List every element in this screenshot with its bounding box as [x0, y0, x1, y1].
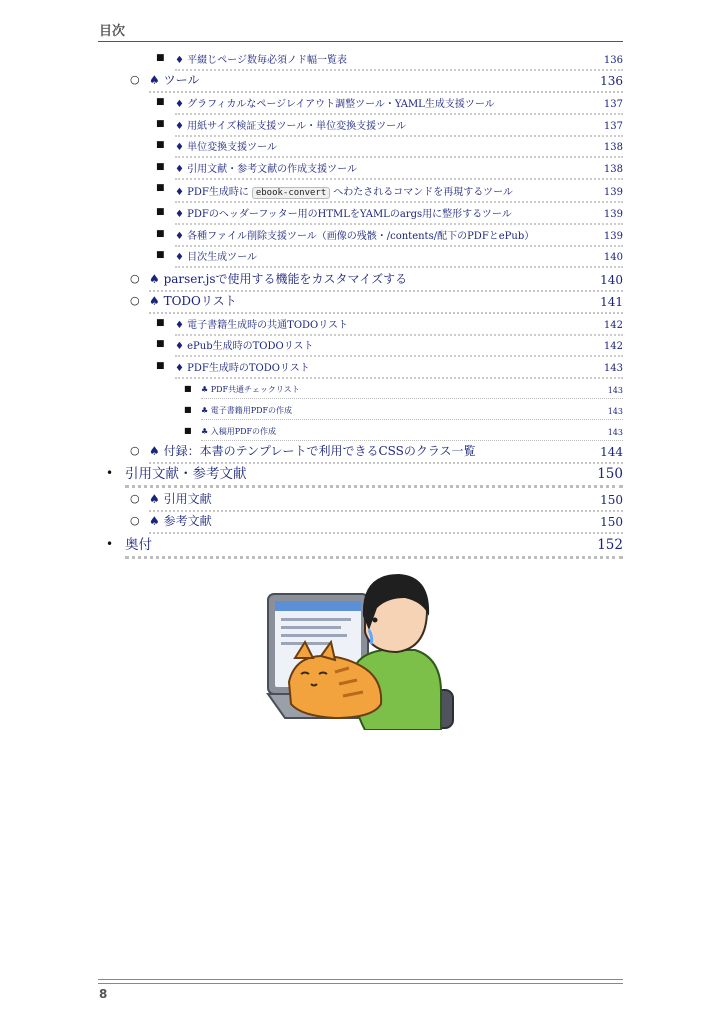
- toc-entry-title[interactable]: ♠ 参考文献: [149, 514, 212, 528]
- circle-bullet-icon: ○: [130, 73, 140, 86]
- dot-leader: [125, 556, 623, 559]
- toc-entry[interactable]: [130, 293, 623, 309]
- dot-bullet-icon: •: [106, 537, 114, 551]
- dot-leader: [175, 245, 623, 247]
- square-bullet-icon: ■: [156, 361, 165, 371]
- toc-entry-page[interactable]: 140: [603, 252, 623, 263]
- square-bullet-icon: ■: [156, 97, 165, 107]
- dot-leader: [175, 355, 623, 357]
- toc-entry[interactable]: [156, 228, 623, 242]
- toc-entry[interactable]: [156, 249, 623, 263]
- square-bullet-icon: ■: [156, 140, 165, 150]
- toc-entry[interactable]: [106, 535, 623, 553]
- toc-entry-title[interactable]: ♠ parser.jsで使用する機能をカスタマイズする: [149, 272, 408, 286]
- toc-entry-title[interactable]: ♦ 引用文献・参考文献の作成支援ツール: [175, 164, 357, 175]
- toc-entry[interactable]: [156, 338, 623, 352]
- dot-leader: [175, 156, 623, 158]
- toc-entry-title[interactable]: ♦ 電子書籍生成時の共通TODOリスト: [175, 320, 349, 331]
- circle-bullet-icon: ○: [130, 272, 140, 285]
- toc-entry-title[interactable]: ♦ PDF生成時のTODOリスト: [175, 363, 310, 374]
- square-bullet-icon: ■: [156, 207, 165, 217]
- toc-entry[interactable]: [184, 383, 623, 395]
- toc-entry-title[interactable]: ♠ 引用文献: [149, 492, 212, 506]
- square-bullet-icon: ■: [156, 250, 165, 260]
- toc-entry-page[interactable]: 139: [603, 187, 623, 198]
- toc-entry[interactable]: [156, 118, 623, 132]
- toc-entry[interactable]: [156, 52, 623, 66]
- toc-entry[interactable]: [156, 139, 623, 153]
- toc-entry[interactable]: [156, 161, 623, 175]
- toc-entry-page[interactable]: 142: [603, 341, 623, 352]
- footer-rule: [98, 983, 623, 984]
- toc-entry-title[interactable]: ♦ 目次生成ツール: [175, 252, 257, 263]
- page-number: 8: [99, 987, 108, 1001]
- toc-entry[interactable]: [156, 96, 623, 110]
- toc-entry-title[interactable]: ♣ 入稿用PDFの作成: [201, 427, 277, 436]
- toc-entry[interactable]: [130, 72, 623, 88]
- square-bullet-icon: ■: [156, 53, 165, 63]
- toc-entry-page[interactable]: 136: [603, 55, 623, 66]
- square-bullet-icon: ■: [156, 119, 165, 129]
- toc-entry-page[interactable]: 137: [603, 121, 623, 132]
- toc-entry-title[interactable]: ♣ 電子書籍用PDFの作成: [201, 406, 293, 415]
- dot-leader: [175, 69, 623, 71]
- square-bullet-icon: ■: [156, 162, 165, 172]
- toc-entry-page[interactable]: 137: [603, 99, 623, 110]
- page-header-title: 目次: [99, 24, 126, 39]
- toc-entry-page[interactable]: 143: [607, 428, 623, 437]
- dot-leader: [175, 334, 623, 336]
- toc-entry-page[interactable]: 138: [603, 142, 623, 153]
- toc-entry-page[interactable]: 143: [607, 386, 623, 395]
- toc-entry-title[interactable]: [175, 183, 513, 198]
- footer-rule: [98, 979, 623, 980]
- toc-entry[interactable]: [156, 182, 623, 198]
- toc-entry[interactable]: [184, 425, 623, 437]
- toc-entry-title[interactable]: ♦ 単位変換支援ツール: [175, 142, 277, 153]
- toc-entry[interactable]: [130, 513, 623, 529]
- toc-entry-title[interactable]: 奥付: [125, 537, 152, 553]
- square-bullet-icon: ■: [156, 183, 165, 193]
- circle-bullet-icon: ○: [130, 492, 140, 505]
- toc-entry-page[interactable]: 138: [603, 164, 623, 175]
- toc-entry-page[interactable]: 142: [603, 320, 623, 331]
- dot-leader: [175, 266, 623, 268]
- toc-entry-title-after: へわたされるコマンドを再現するツール: [333, 187, 513, 198]
- square-bullet-icon: ■: [184, 405, 192, 414]
- toc-entry-page[interactable]: 139: [603, 209, 623, 220]
- circle-bullet-icon: ○: [130, 514, 140, 527]
- dot-leader: [201, 398, 623, 399]
- square-bullet-icon: ■: [156, 339, 165, 349]
- dot-leader: [201, 419, 623, 420]
- dot-leader: [149, 312, 623, 314]
- toc-entry-title[interactable]: ♠ 付録：本書のテンプレートで利用できるCSSのクラス一覧: [149, 444, 476, 458]
- toc-entry[interactable]: [156, 317, 623, 331]
- square-bullet-icon: ■: [184, 384, 192, 393]
- toc-entry[interactable]: [156, 206, 623, 220]
- toc-entry[interactable]: [106, 464, 623, 482]
- square-bullet-icon: ■: [184, 426, 192, 435]
- toc-entry-page[interactable]: 140: [600, 273, 623, 287]
- toc-entry-page[interactable]: 139: [603, 231, 623, 242]
- toc-entry-title[interactable]: 引用文献・参考文献: [125, 466, 247, 482]
- dot-bullet-icon: •: [106, 466, 114, 480]
- toc-entry-page[interactable]: 150: [600, 515, 623, 529]
- toc-entry-page[interactable]: 143: [607, 407, 623, 416]
- toc-entry-title[interactable]: ♦ 用紙サイズ検証支援ツール・単位変換支援ツール: [175, 121, 406, 132]
- dot-leader: [125, 485, 623, 488]
- dot-leader: [175, 113, 623, 115]
- circle-bullet-icon: ○: [130, 294, 140, 307]
- dot-leader: [149, 91, 623, 93]
- dot-leader: [175, 178, 623, 180]
- toc-entry-title[interactable]: ♣ PDF共通チェックリスト: [201, 385, 300, 394]
- toc-entry-title[interactable]: ♦ PDFのヘッダーフッター用のHTMLをYAMLのargs用に整形するツール: [175, 209, 512, 220]
- square-bullet-icon: ■: [156, 229, 165, 239]
- toc-entry-page[interactable]: 143: [603, 363, 623, 374]
- toc-entry[interactable]: [130, 271, 623, 287]
- toc-entry-title[interactable]: ♠ TODOリスト: [149, 294, 237, 308]
- circle-bullet-icon: ○: [130, 444, 140, 457]
- person-with-cat-at-laptop-illustration: [265, 572, 455, 730]
- dot-leader: [175, 377, 623, 379]
- dot-leader: [149, 532, 623, 534]
- toc-entry-title[interactable]: ♠ ツール: [149, 73, 200, 87]
- toc-entry-page[interactable]: 136: [600, 74, 623, 88]
- toc-entry-title[interactable]: ♦ ePub生成時のTODOリスト: [175, 341, 314, 352]
- dot-leader: [175, 223, 623, 225]
- toc-entry-title[interactable]: ♦ 各種ファイル削除支援ツール（画像の残骸・/contents/配下のPDFとePub）: [175, 231, 535, 242]
- square-bullet-icon: ■: [156, 318, 165, 328]
- dot-leader: [201, 440, 623, 441]
- toc-entry[interactable]: [130, 491, 623, 507]
- toc-entry-page[interactable]: 144: [600, 445, 623, 459]
- dot-leader: [175, 201, 623, 203]
- toc-entry-page[interactable]: 152: [597, 537, 623, 553]
- toc-entry[interactable]: [156, 360, 623, 374]
- dot-leader: [175, 135, 623, 137]
- dot-leader: [149, 510, 623, 512]
- toc-entry-page[interactable]: 141: [600, 295, 623, 309]
- header-rule: [98, 41, 623, 42]
- toc-entry[interactable]: [130, 443, 623, 459]
- toc-entry-title[interactable]: ♦ グラフィカルなページレイアウト調整ツール・YAML生成支援ツール: [175, 99, 495, 110]
- toc-entry-title[interactable]: ♦ 平綴じページ数毎必須ノド幅一覧表: [175, 55, 347, 66]
- inline-code: ebook-convert: [252, 187, 330, 199]
- toc-entry-page[interactable]: 150: [600, 493, 623, 507]
- toc-entry-page[interactable]: 150: [597, 466, 623, 482]
- toc-entry-title-before: ♦ PDF生成時に: [175, 187, 249, 198]
- toc-entry[interactable]: [184, 404, 623, 416]
